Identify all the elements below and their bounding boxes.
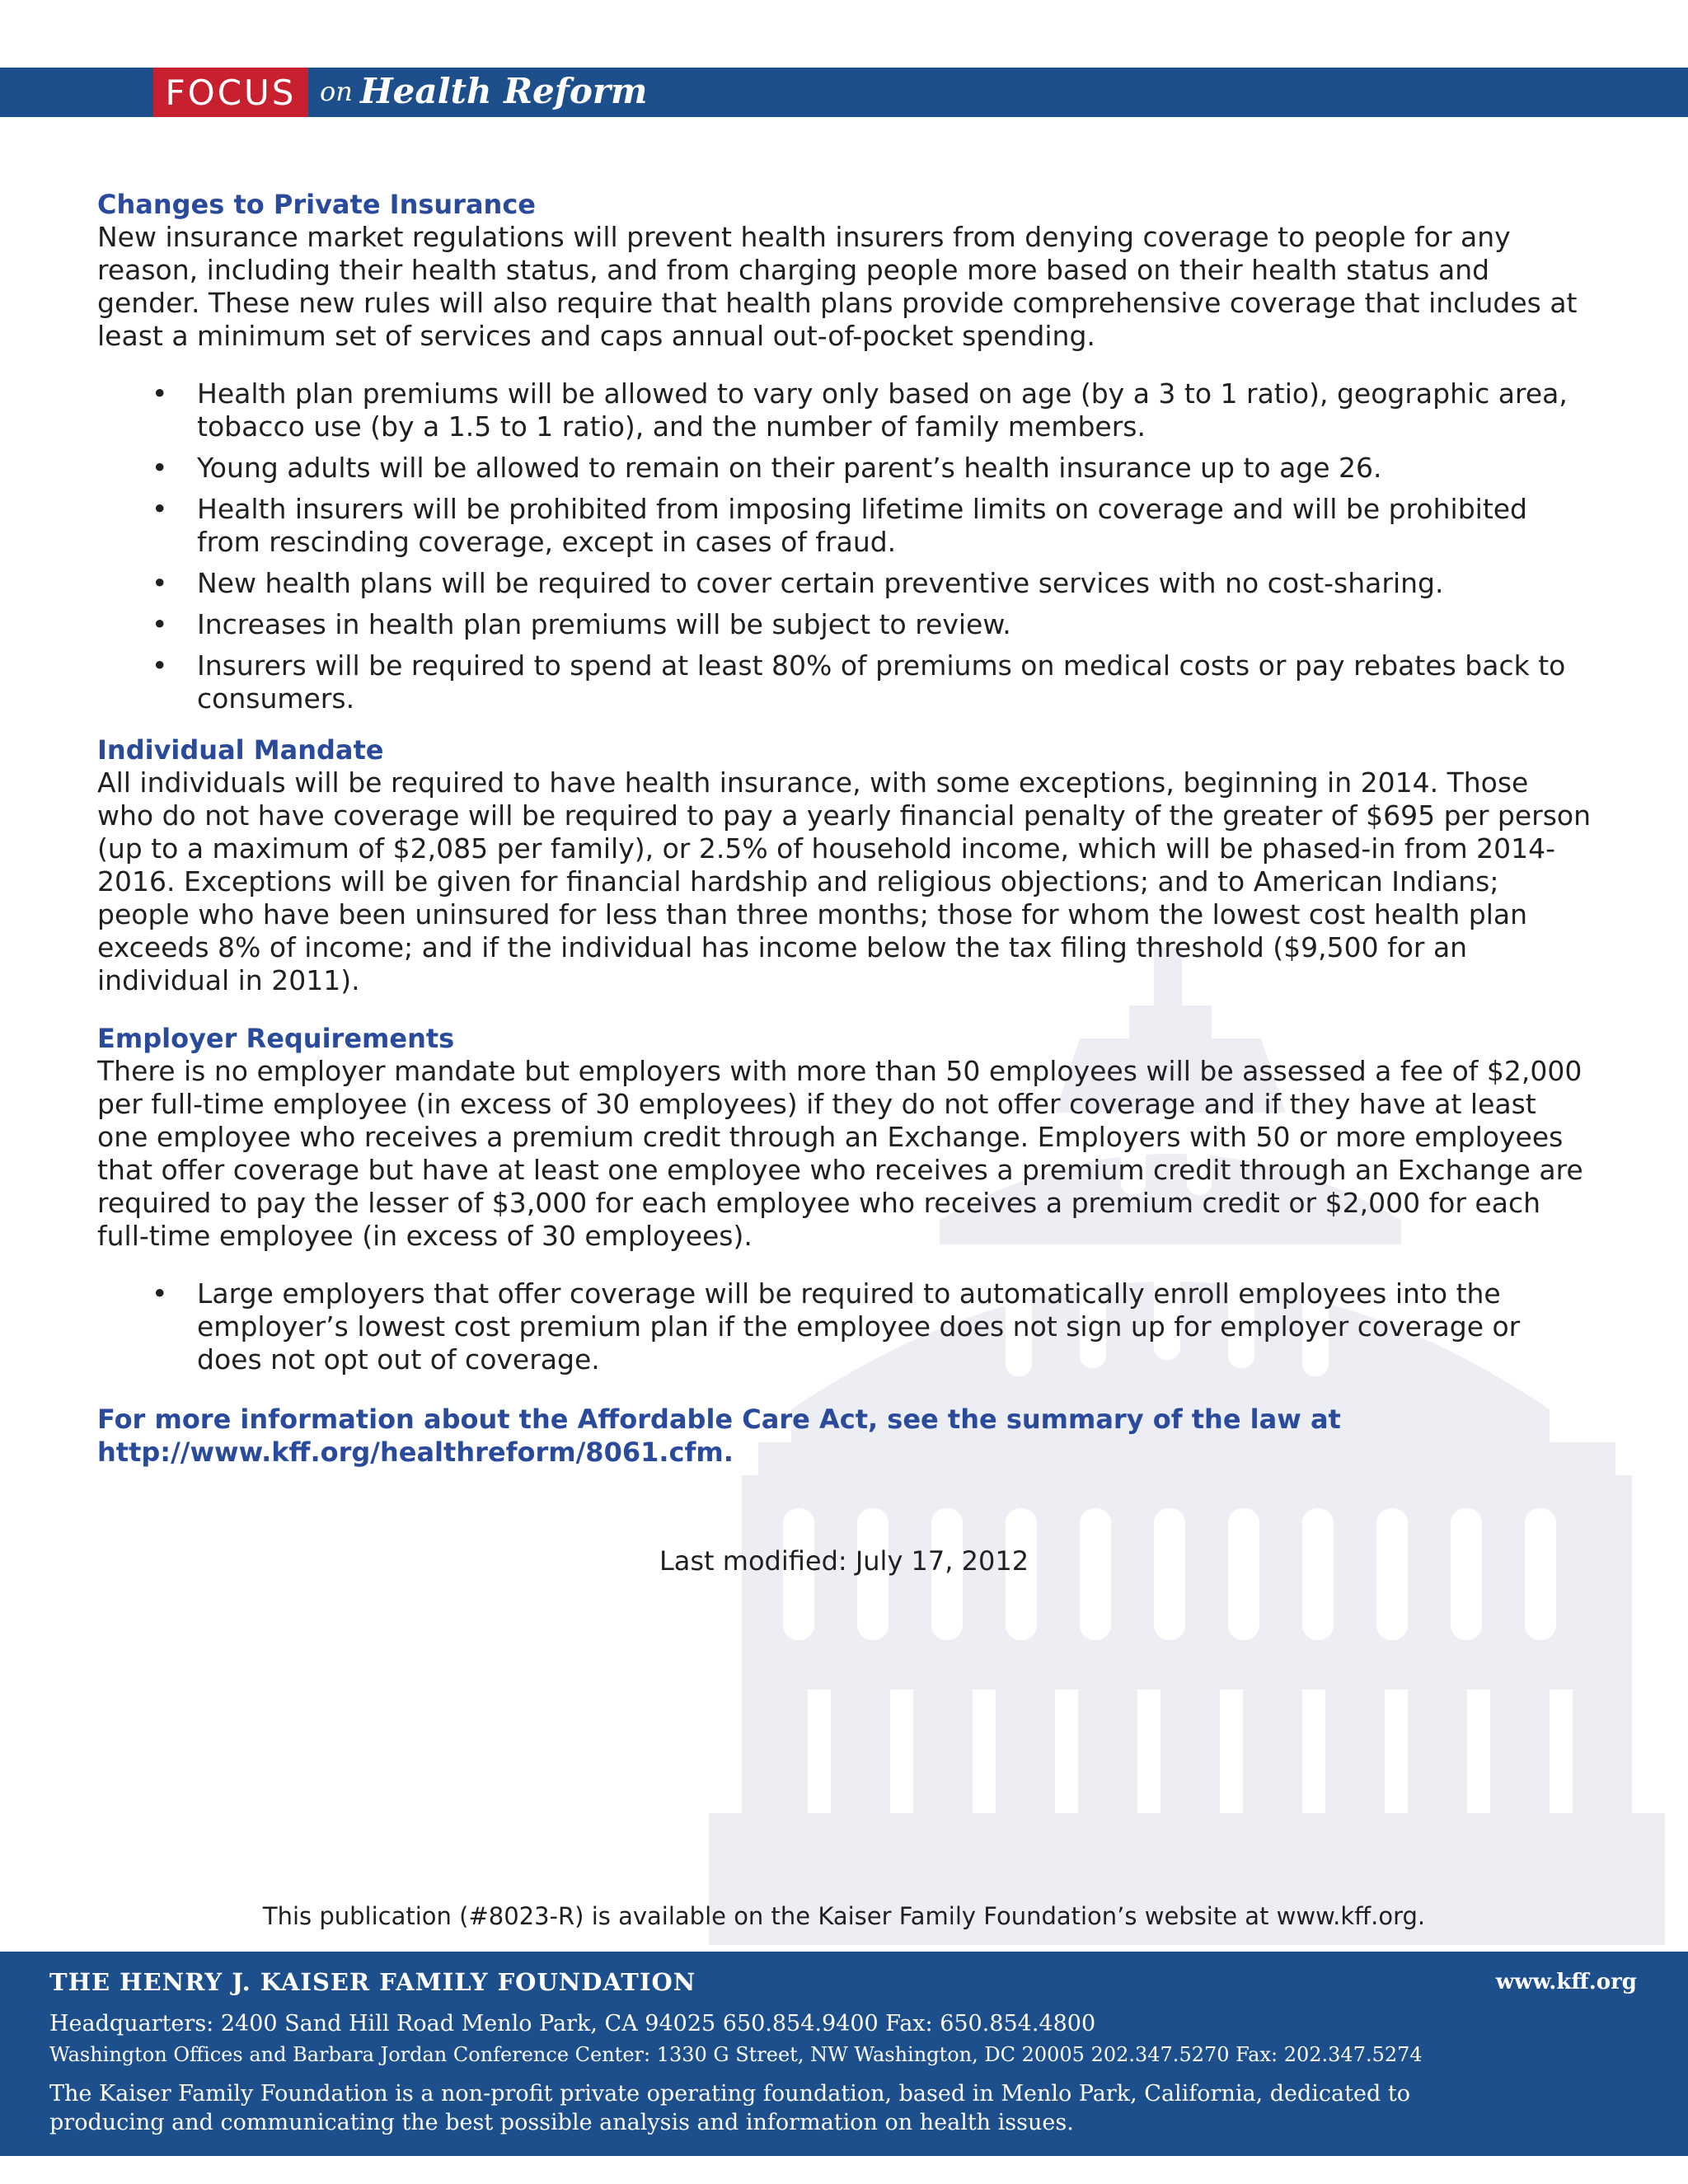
list-item (97, 493, 1591, 559)
bullet-icon: • (152, 493, 168, 525)
footer-mission: The Kaiser Family Foundation is a non-profit private operating foundation, based in Menlo Park, California, dedicated to producing and communicating the best possible analysis and information on health issues. (49, 2081, 1410, 2135)
bullet-icon: • (152, 567, 168, 599)
header-band (0, 68, 1688, 117)
publication-note: This publication (#8023-R) is available on the Kaiser Family Foundation’s website at www.kff.org. (262, 1902, 1426, 1930)
more-info-link[interactable]: http://www.kff.org/healthreform/8061.cfm. (97, 1436, 734, 1468)
focus-label: FOCUS (153, 68, 308, 117)
section-heading-individual-mandate: Individual Mandate (97, 734, 384, 766)
more-info-text: For more information about the Affordable Care Act, see the summary of the law at (97, 1404, 1341, 1435)
private-insurance-bullet-list (97, 377, 1591, 715)
document-body (97, 188, 1591, 1469)
list-item (97, 608, 1591, 641)
section-heading-employer-requirements: Employer Requirements (97, 1023, 455, 1054)
bullet-icon: • (152, 649, 168, 682)
employer-requirements-paragraph: There is no employer mandate but employers with more than 50 employees will be assessed a fee of $2,000 per full-time employee (in excess of 30 employees) if they do not offer coverage and if they have at least one employee who receives a premium credit through an Exchange. Employers with 50 or more employees that offer coverage but have at least one employee who receives a premium credit through an Exchange are required to pay the lesser of $3,000 for each employee who receives a premium credit or $2,000 for each full-time employee (in excess of 30 employees). (97, 1055, 1583, 1252)
footer (0, 1952, 1688, 2156)
list-item (97, 1277, 1591, 1376)
employer-bullet-list (97, 1277, 1591, 1376)
individual-mandate-paragraph: All individuals will be required to have health insurance, with some exceptions, beginning in 2014. Those who do not have coverage will be required to pay a yearly financial penalty of the greater of $695 per person (up to a maximum of $2,085 per family), or 2.5% of household income, which will be phased-in from 2014-2016. Exceptions will be given for financial hardship and religious objections; and to American Indians; people who have been uninsured for less than three months; those for whom the lowest cost health plan exceeds 8% of income; and if the individual has income below the tax filing threshold ($9,500 for an individual in 2011). (97, 766, 1592, 996)
bullet-icon: • (152, 1277, 168, 1310)
bullet-icon: • (152, 377, 168, 410)
list-item-text: Health plan premiums will be allowed to vary only based on age (by a 3 to 1 ratio), geographic area, tobacco use (by a 1.5 to 1 ratio), and the number of family members. (197, 377, 1568, 443)
list-item-text: Insurers will be required to spend at least 80% of premiums on medical costs or pay rebates back to consumers. (197, 649, 1566, 715)
header-on-word: on (320, 76, 353, 107)
list-item (97, 452, 1591, 485)
footer-website-link[interactable]: www.kff.org (1495, 1970, 1637, 1994)
bullet-icon: • (152, 608, 168, 640)
footer-headquarters: Headquarters: 2400 Sand Hill Road Menlo Park, CA 94025 650.854.9400 Fax: 650.854.4800 (49, 2011, 1096, 2036)
footer-org-name: THE HENRY J. KAISER FAMILY FOUNDATION (49, 1968, 696, 1996)
section-heading-private-insurance: Changes to Private Insurance (97, 189, 536, 220)
list-item (97, 567, 1591, 600)
bullet-icon: • (152, 452, 168, 484)
list-item-text: Increases in health plan premiums will be subject to review. (197, 608, 1011, 640)
list-item-text: Large employers that offer coverage will be required to automatically enroll employees into the employer’s lowest cost premium plan if the employee does not sign up for employer coverage or does not opt out of coverage. (197, 1277, 1521, 1376)
list-item-text: Health insurers will be prohibited from imposing lifetime limits on coverage and will be prohibited from rescinding coverage, except in cases of fraud. (197, 493, 1528, 558)
header-title: Health Reform (360, 71, 648, 111)
list-item (97, 377, 1591, 443)
list-item-text: Young adults will be allowed to remain on their parent’s health insurance up to age 26. (197, 452, 1382, 484)
private-insurance-paragraph: New insurance market regulations will prevent health insurers from denying coverage to people for any reason, including their health status, and from charging people more based on their health status and gender. These new rules will also require that health plans provide comprehensive coverage that includes at least a minimum set of services and caps annual out-of-pocket spending. (97, 221, 1578, 352)
last-modified: Last modified: July 17, 2012 (659, 1545, 1029, 1577)
footer-dc-office: Washington Offices and Barbara Jordan Conference Center: 1330 G Street, NW Washington, DC 20005 202.347.5270 Fax: 202.347.5274 (49, 2043, 1423, 2066)
list-item (97, 649, 1591, 715)
list-item-text: New health plans will be required to cover certain preventive services with no cost-sharing. (197, 567, 1444, 599)
